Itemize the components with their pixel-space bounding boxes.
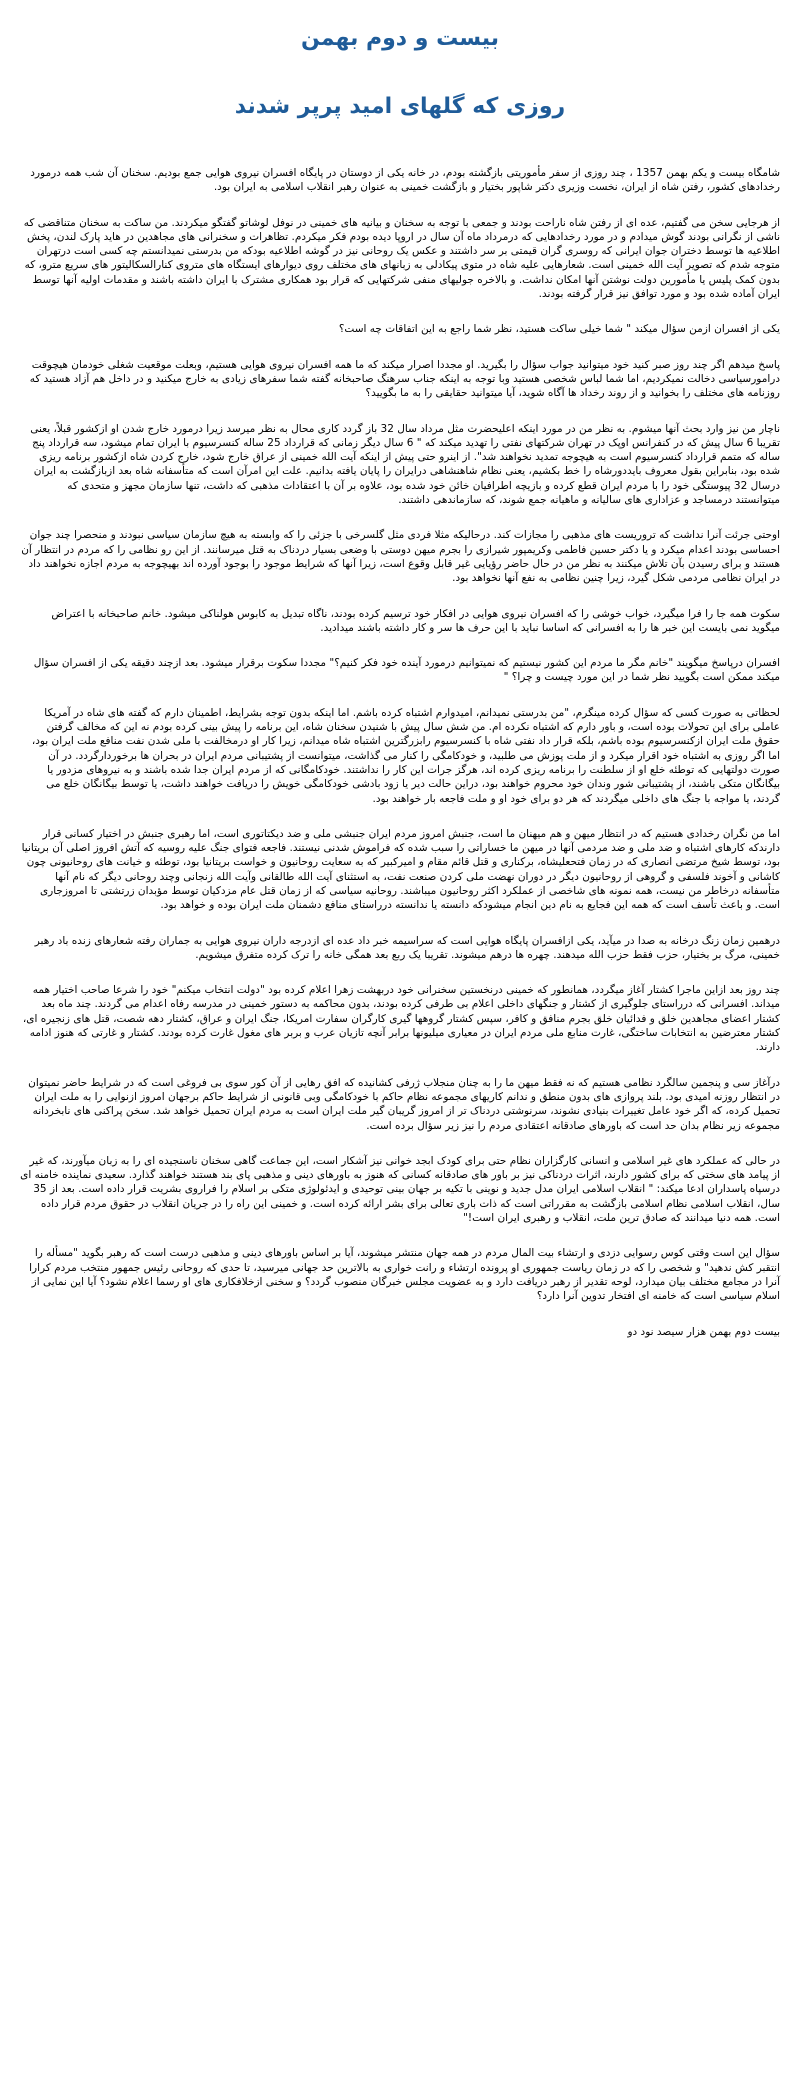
document-title: بیست و دوم بهمن bbox=[301, 26, 499, 51]
article-body bbox=[20, 166, 780, 1339]
paragraph: افسران درپاسخ میگویند "خانم مگر ما مردم این کشور نیستیم که نمیتوانیم درمورد آینده خود فکر کنیم؟" مجددا سکوت برقرار میشود. بعد ازچند دقیقه یکی از افسران سؤال میکند ممکن است بگویید نظر شما در این مورد چیست و چرا؟ " bbox=[33, 657, 780, 684]
paragraph: چند روز بعد ازاین ماجرا کشتار آغاز میگردد، همانطور که خمینی درنخستین سخنرانی خود دربهشت زهرا اعلام کرده بود "دولت انتخاب میکنم" خود را شرعا صاحب اختیار همه میداند. افسرانی که درراستای جلوگیری از کشتار و جنگهای داخلی اعلام بی طرفی کرده بودند، بدون محاکمه به دستور خمینی در مدرسه رفاه اعدام می گردند. چند ماه بعد کشتار اعضای مجاهدین خلق و فدائیان خلق بجرم منافق و کافر، سپس کشتار گروهها گیری کارگران سفارت امریکا، جنگ ایران و عراق، کشتار دهه شصت، قتل های زنجیره ای، کشتار معترضین به انتخابات ساختگی، غارت منابع ملی مردم ایران در معیاری میلیونها برابر آنچه تازیان عرب و بربر های مغول غارت کرده بودند. کشتار و غارتی که هنوز ادامه دارند. bbox=[22, 984, 780, 1054]
paragraph: در حالی که عملکرد های غیر اسلامی و انسانی کارگزاران نظام حتی برای کودک ابجد خوانی نیز آشکار است، این جماعت گاهی سخنان ناسنجیده ای را به زبان میآورند، که غیر از پیامد های سختی که برای کشور دارند، اثرات دردناکی نیز بر باور های صادقانه کسانی که هنوز به باورهای دینی و مذهبی پای بند هستند خواهند گذارد. سعیدی نماینده خامنه ای درسپاه پاسداران ادعا میکند: " انقلاب اسلامی ایران مدل جدید و نوینی با تکیه بر جهان بینی توحیدی و ایدئولوژی متکی بر اسلام را فراروی بشریت قرار داده است. بعد از 35 سال، انقلاب اسلامی نظام اسلامی بازگشت به مقرراتی است که ذات باری تعالی برای بشر ارائه کرده است. و خمینی این راه را در جریان انقلاب در حقوق مردم قرار داده است. همه دنیا میدانند که صادق ترین ملت، انقلاب و رهبری ایران است!" bbox=[20, 1154, 780, 1225]
paragraph: ناچار من نیز وارد بحث آنها میشوم. به نظر من در مورد اینکه اعلیحضرت مثل مرداد سال 32 باز گردد کاری محال به نظر میرسد زیرا درمورد خارج شدن او ازکشور قبلاً، یعنی تقریبا 6 سال پیش که در کنفرانس اوپک در تهران شرکتهای نفتی را تهدید میکند که " 6 سال دیگر زمانی که قرارداد 25 ساله کنسرسیوم با ایران تمام میشود، سه قرارداد پنج ساله که متمم قرارداد کنسرسیوم است به هیچوجه تمدید نخواهند شد". از اینرو حتی پیش از اینکه آیت الله خمینی از عراق خارج شود، خارج کردن شاه ازکشور برنامه ریزی شده بود، بنابراین بقول معروف بایددورشاه را خط بکشیم، یعنی نظام شاهنشاهی درایران را پایان یافته بدانیم. علت این امرآن است که متأسفانه شاه بعد ازبازگشت به ایران درسال 32 پیوستگی خود را با مردم ایران قطع کرده و بازیچه اطرافیان خائن خود شده بود، علاوه بر آن با اعتقادات مذهبی که داشت، تنها سازمان مجهز و متحدی که میتوانستند درمساجد و عزاداری های سالیانه و ماهیانه جمع شوند، که سازماندهی داشتند. bbox=[30, 422, 780, 507]
paragraph: لحظاتی به صورت کسی که سؤال کرده مینگرم، "من بدرستی نمیدانم، امیدوارم اشتباه کرده باشم. اما اینکه بدون توجه بشرایط، اطمینان دارم که گفته های شاه در آمریکا عاملی برای این تحولات بوده است، و باور دارم که اشتباه نکرده ام. من شش سال پیش با شنیدن سخنان شاه، این برنامه را پیش بینی کرده بودم نه این که مخالف گرفتن حقوق ملت ایران ازکنسرسیوم بوده باشم، بلکه قرار داد نفتی شاه با کنسرسیوم رابزرگترین اشتباه شاه میدانم، زیرا کار او درمخالفت با ملی شدن نفت منافع ملت ایران بود، اما اگر روزی به اشتباه خود اقرار میکرد و از ملت پوزش می طلبید، و خودکامگی را کنار می گذاشت، میتوانست از پشتیبانی مردم ایران در بحران ها برخوردارگردد. در آن صورت دولتهایی که توطئه خلع او از سلطنت را برنامه ریزی کرده اند، هرگز جرات این کار را نداشتند. خودکامگانی که از مردم ایران جدا شده باشند و به نیروهای مزدور یا بیگانگان متکی باشند، از پشتیبانی شور وندان خود محروم خواهند بود، دراین حالت دیر یا زود بادشی خودکامگی خویش را دریافت خواهند داشت، یا توسط بیگانگان خلع می گردند، یا مواجه با جنگ های داخلی میگردند که هر دو برای خود او و ملت فاجعه بار خواهند بود. bbox=[31, 706, 780, 805]
paragraph: درآغاز سی و پنجمین سالگرد نظامی هستیم که نه فقط میهن ما را به چنان منجلاب ژرفی کشانیده که افق رهایی از آن کور سوی بی فروغی است که در شرایط حاضر نمیتوان در انتظار روزنه امیدی بود. بلند پروازی های بدون منطق و ندانم کاریهای مجموعه نظام حاکم با خودکامگی وبی قانونی از شرایط حاکم برجهان امروز ازنوایی را به ملت ایران تحمیل کرده، که اگر خود عامل تغییرات بنیادی نشوند، سرنوشتی دردناک تر از امروز گریبان گیر ملت ایران است به مردم ایران تحمیل خواهد شد. سخن پراکنی های نابخردانه مجموعه زیر نظام بدان حد است که باورهای صادقانه اعتقادی مردم را نیز زیر سؤال برده است. bbox=[28, 1076, 780, 1132]
closing-date: بیست دوم بهمن هزار سیصد نود دو bbox=[627, 1325, 780, 1338]
document-header bbox=[20, 0, 780, 122]
paragraph: شامگاه بیست و یکم بهمن 1357 ، چند روزی از سفر مأموریتی بازگشته بودم، در خانه یکی از دوستان در پایگاه افسران نیروی هوایی جمع بودیم. سخنان آن شب همه درمورد رخدادهای کشور، رفتن شاه از ایران، نخست وزیری دکتر شاپور بختیار و بازگشت خمینی به عنوان رهبر انقلاب اسلامی به ایران بود. bbox=[30, 167, 780, 194]
document-subtitle: روزی که گلهای امید پرپر شدند bbox=[234, 94, 566, 119]
paragraph: سؤال این است وقتی کوس رسوایی دزدی و ارتشاء بیت المال مردم در همه جهان منتشر میشوند، آیا بر اساس باورهای دینی و مذهبی درست است که رهبر بگوید "مسأله را انتقبر کش ندهید" و شخصی را که در زمان ریاست جمهوری او پرونده ارتشاء و رانت خواری به بالاترین حد جهانی میرسید، تا حدی که روحانی رئیس جمهور منتخب مردم کرارا آنرا در مجامع مختلف بیان میدارد، لوحه تقدیر از رهبر دریافت دارد و به عضویت مجلس خبرگان منصوب گردد؟ و سخنی ازخلافکاری های او رسما اعلام نشود؟ آیا این نمایی از اسلام سیاسی است که خامنه ای افتخار تدوین آنرا دارد؟ bbox=[29, 1247, 780, 1303]
paragraph: اوحتی جرئت آنرا نداشت که تروریست های مذهبی را مجازات کند. درحالیکه مثلا فردی مثل گلسرخی با جزئی را که وابسته به هیچ سازمان سیاسی نبودند و منحصرا چند جوان احساسی بودند اعدام میکرد و یا دکتر حسین فاطمی وکریمپور شیرازی را بجرم میهن دوستی با وضعی بسیار دردناک به قتل میرسانند. از این رو نظامی را که مردم در انتظار آن هستند و برای رسیدن بآن تلاش میکنند به نظر من در حال حاضر رؤیایی غیر قابل وقوع است، زیرا آنها که شرایط موجود را بوجود آورده اند بهیچوجه به مردم اجازه نخواهند داد در ایران نظامی مردمی شکل گیرد، زیرا چنین نظامی به نفع آنها نخواهد بود. bbox=[21, 529, 780, 585]
paragraph: درهمین زمان زنگ درخانه به صدا در میآید، یکی ازافسران پایگاه هوایی است که سراسیمه خبر داد عده ای ازدرجه داران نیروی هوایی به جماران رفته شعارهای زنده باد رهبر خمینی، مرگ بر بختیار، حزب فقط حزب الله میدهند. چهره ها درهم میشوند. تقریبا یک ربع بعد همگی خانه را ترک کرده متفرق میشویم. bbox=[34, 934, 780, 961]
paragraph: سکوت همه جا را فرا میگیرد، خواب خوشی را که افسران نیروی هوایی در افکار خود ترسیم کرده بودند، ناگاه تبدیل به کابوس هولناکی میشود. خانم صاحبخانه با اعتراض میگوید نمی بایست این خبر ها را به افسرانی که اساسا نباید با این حرف ها سر و کار داشته باشند میدادید. bbox=[51, 607, 780, 634]
paragraph: از هرجایی سخن می گفتیم، عده ای از رفتن شاه ناراحت بودند و جمعی با توجه به سخنان و بیانیه های خمینی در نوفل لوشاتو گفتگو میکردند. من ساکت به سخنان متناقضی که ناشی از نگرانی بودند گوش میدادم و در مورد رخدادهایی که درمرداد ماه آن سال در اروپا دیده بودم فکر میکردم. تظاهرات و سخنرانی های مجاهدین در هاید پارک لندن، پخش اطلاعیه ها توسط دختران جوان ایرانی که روسری گران قیمتی بر سر داشتند و عکس یک روحانی نیز در گوشه اطلاعیه بودکه من بدرستی نمیدانستم چه کسی است درتهران متوجه شدم که تصویر آیت الله خمینی است. شعارهایی علیه شاه در متوی پیکادلی به زبانهای های مختلف روی دیوارهای ایستگاه های متروی کنارالسکالیتور های سریع مترو، که بدون کمک پلیس یا مأمورین دولت نوشتن آنها امکان نداشت. و بالاخره جولیهای منفی شرکتهایی که قرار بود همکاری مشترک با ایران داشته باشند و مقدمات اولیه آنها توسط ایران آماده شده بود و مورد توافق نیز قرار گرفته بودند. bbox=[23, 216, 780, 301]
paragraph: پاسخ میدهم اگر چند روز صبر کنید خود میتوانید جواب سؤال را بگیرید. او مجددا اصرار میکند که ما همه افسران نیروی هوایی هستیم، وبعلت موقعیت شغلی خودمان هیچوقت درامورسیاسی دخالت نمیکردیم، اما شما لباس شخصی هستید وبا توجه به اینکه جناب سرهنگ صاحبخانه گفته شما سفرهای زیادی به خارج میکنید و در داخل هم آزاد هستید که روزنامه های مختلف را بخوانید و از روند رخداد ها آگاه شوید، آیا میتوانید حقایقی را به ما بگویید؟ bbox=[29, 358, 780, 400]
paragraph: اما من نگران رخدادی هستیم که در انتظار میهن و هم میهنان ما است، جنبش امروز مردم ایران جنبشی ملی و ضد دیکتاتوری است، اما رهبری جنبش در اختیار کسانی قرار دارندکه کارهای اشتباه و ضد ملی و ضد مردمی آنها در میهن ما خساراتی را سبب شده که فراموش شدنی نیستند. فاجعه فتوای جنگ علیه روسیه که آتش افروز اصلی آن بریتانیا بود، توسط شیخ مرتضی انصاری که در زمان فتحعلیشاه، برکناری و قتل قائم مقام و امیرکبیر که به سعایت روحانیون و خواست بریتانیا بود، توطئه و خیانت های روحانیونی چون کاشانی و آخوند فلسفی و گروهی از روحانیون دیگر در دوران نهضت ملی کردن صنعت نفت، به استثنای آیت الله طالقانی وآیت الله زنجانی وچند روحانی دیگر که نام آنها متأسفانه درخاطر من نیست، همه نمونه های شاخصی از عملکرد اکثر روحانیون میباشند. روحانیه سیاسی که از زمان قتل عام مزدکیان توسط مؤبدان زرتشتی تا امروزجاری است. و باعث تأسف است که همه این فجایع به نام دین انجام میشودکه دانسته یا ندانسته درراستای منافع دشمنان ملت ایران بوده و خواهد بود. bbox=[21, 827, 780, 912]
paragraph: یکی از افسران ازمن سؤال میکند " شما خیلی ساکت هستید، نظر شما راجع به این اتفاقات چه است؟ bbox=[338, 323, 780, 336]
